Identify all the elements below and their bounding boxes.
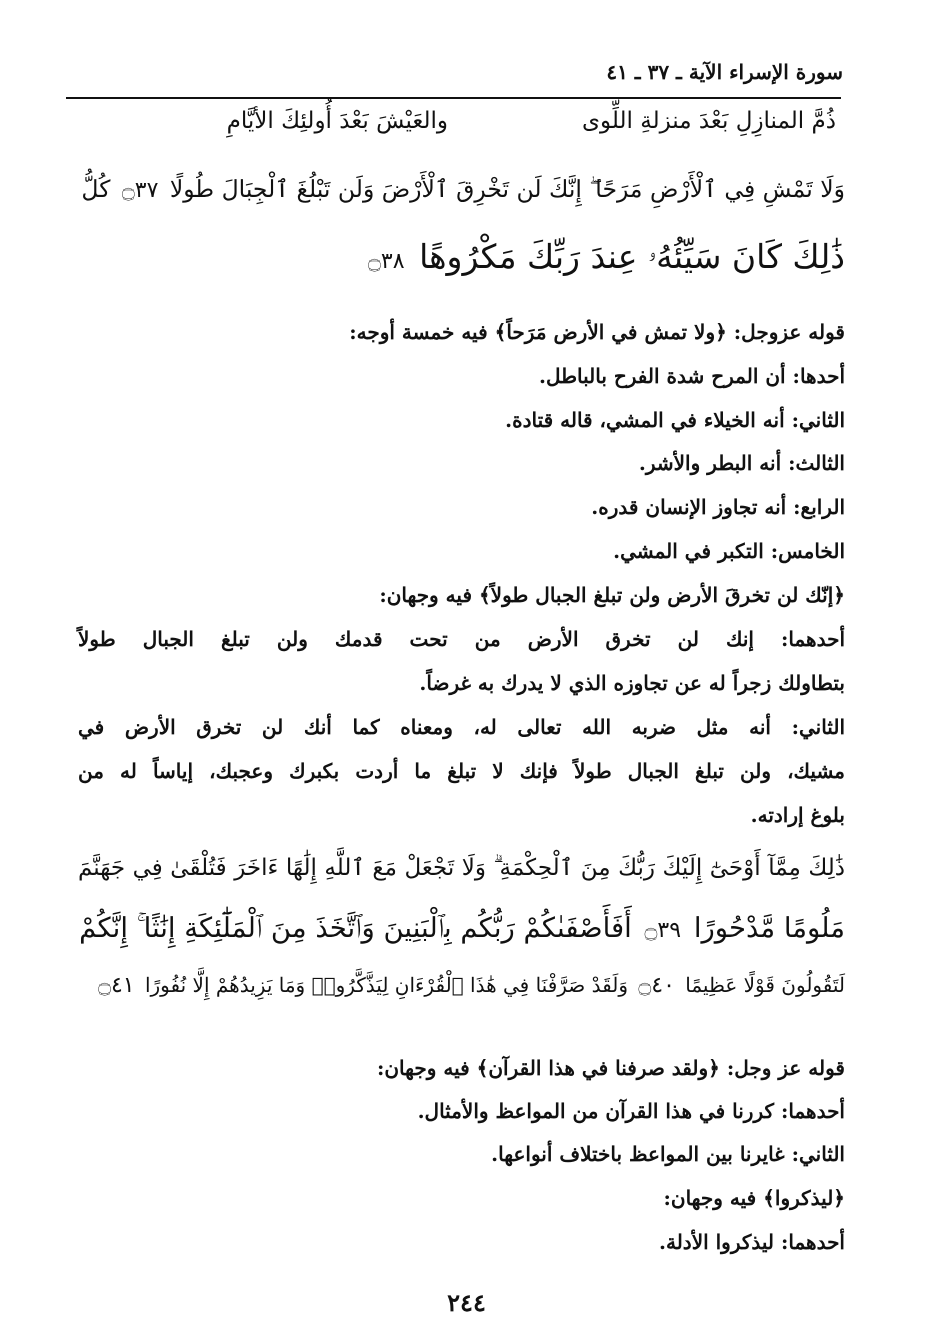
verse-text: وَلَا تَمْشِ فِي ٱلْأَرْضِ مَرَحًا ۖ إِنَّكَ لَن تَخْرِقَ ٱلْأَرْضَ وَلَن تَبْلُغَ ٱلْجِبَالَ طُولًا	[169, 175, 845, 203]
commentary-line: قوله عز وجل: ﴿ولقد صرفنا في هذا القرآن﴾ فيه وجهان:	[376, 1056, 845, 1080]
poem-hemistich-first: ذُمَّ المنازِلِ بَعْدَ منزلةِ اللِّوى	[582, 108, 836, 134]
commentary-line: بتطاولك زجراً له عن تجاوزه الذي لا يدرك به غرضاً.	[419, 671, 845, 695]
commentary-line: الثالث: أنه البطر والأشر.	[638, 451, 845, 475]
commentary-line: ﴿ليذكروا﴾ فيه وجهان:	[663, 1186, 845, 1210]
verse-text: وَلَقَدْ صَرَّفْنَا فِي هَٰذَا ٱلْقُرْءَانِ لِيَذَّكَّرُوا۟ وَمَا يَزِيدُهُمْ إِلَّا نُفُورًا	[144, 973, 628, 997]
running-header: سورة الإسراء الآية ـ ٣٧ ـ ٤١	[606, 60, 843, 84]
commentary-line: أحدهما: ليذكروا الأدلة.	[659, 1230, 845, 1254]
quran-verse-line-2	[364, 237, 845, 276]
commentary-line: مشيك، ولن تبلغ الجبال طولاً فإنك لا تبلغ ما أردت بكبرك وعجبك، إياساً له من	[78, 759, 845, 783]
verse-text: لَتَقُولُونَ قَوْلًا عَظِيمًا	[685, 973, 845, 997]
verse-text: مَلُومًا مَّدْحُورًا	[693, 912, 845, 944]
commentary-line: بلوغ إرادته.	[750, 803, 845, 827]
commentary-line: أحدهما: كررنا في هذا القرآن من المواعظ والأمثال.	[417, 1099, 845, 1123]
ayah-number-41: ۝٤١	[98, 973, 135, 998]
commentary-line: الثاني: أنه مثل ضربه الله تعالى له، ومعناه كما أنك لن تخرق الأرض في	[78, 715, 845, 739]
commentary-line: الرابع: أنه تجاوز الإنسان قدره.	[591, 495, 845, 519]
verse-text: كُلُّ	[81, 175, 111, 203]
commentary-line: قوله عزوجل: ﴿ولا تمش في الأرض مَرَحاً﴾ فيه خمسة أوجه:	[349, 320, 845, 344]
commentary-line: أحدهما: إنك لن تخرق الأرض من تحت قدمك ولن تبلغ الجبال طولاً	[78, 627, 845, 651]
commentary-line: أحدها: أن المرح شدة الفرح بالباطل.	[538, 364, 845, 388]
header-rule	[66, 97, 841, 99]
ayah-number-39: ۝٣٩	[644, 918, 682, 943]
verse-text: أَفَأَصْفَىٰكُمْ رَبُّكُم بِٱلْبَنِينَ وَٱتَّخَذَ مِنَ ٱلْمَلَٰٓئِكَةِ إِنَٰثًا ۚ إِنَّكُمْ	[79, 912, 632, 944]
quran-verse-line-5	[94, 975, 845, 997]
page-number: ٢٤٤	[447, 1288, 486, 1317]
verse-text: ذَٰلِكَ كَانَ سَيِّئُهُۥ عِندَ رَبِّكَ مَكْرُوهًا	[419, 237, 845, 276]
commentary-line: ﴿إنّك لن تخرقَ الأرض ولن تبلغ الجبال طولاً﴾ فيه وجهان:	[379, 583, 845, 607]
commentary-line: الثاني: غايرنا بين المواعظ باختلاف أنواعها.	[491, 1142, 845, 1166]
quran-verse-line-3: ذَٰلِكَ مِمَّآ أَوْحَىٰٓ إِلَيْكَ رَبُّكَ مِنَ ٱلْحِكْمَةِ ۗ وَلَا تَجْعَلْ مَعَ ٱللَّهِ إِلَٰهًا ءَاخَرَ فَتُلْقَىٰ فِي جَهَنَّمَ	[78, 855, 845, 881]
commentary-line: الثاني: أنه الخيلاء في المشي، قاله قتادة.	[505, 408, 845, 432]
ayah-number-37: ۝٣٧	[121, 178, 159, 203]
ayah-number-40: ۝٤٠	[638, 973, 675, 998]
poem-hemistich-second: والعَيْشَ بَعْدَ أُولئِكَ الأيَّامِ	[226, 108, 448, 134]
quran-verse-line-1	[81, 175, 845, 203]
quran-verse-line-4	[79, 912, 845, 944]
commentary-line: الخامس: التكبر في المشي.	[613, 539, 845, 563]
ayah-number-38: ۝٣٨	[368, 249, 405, 274]
